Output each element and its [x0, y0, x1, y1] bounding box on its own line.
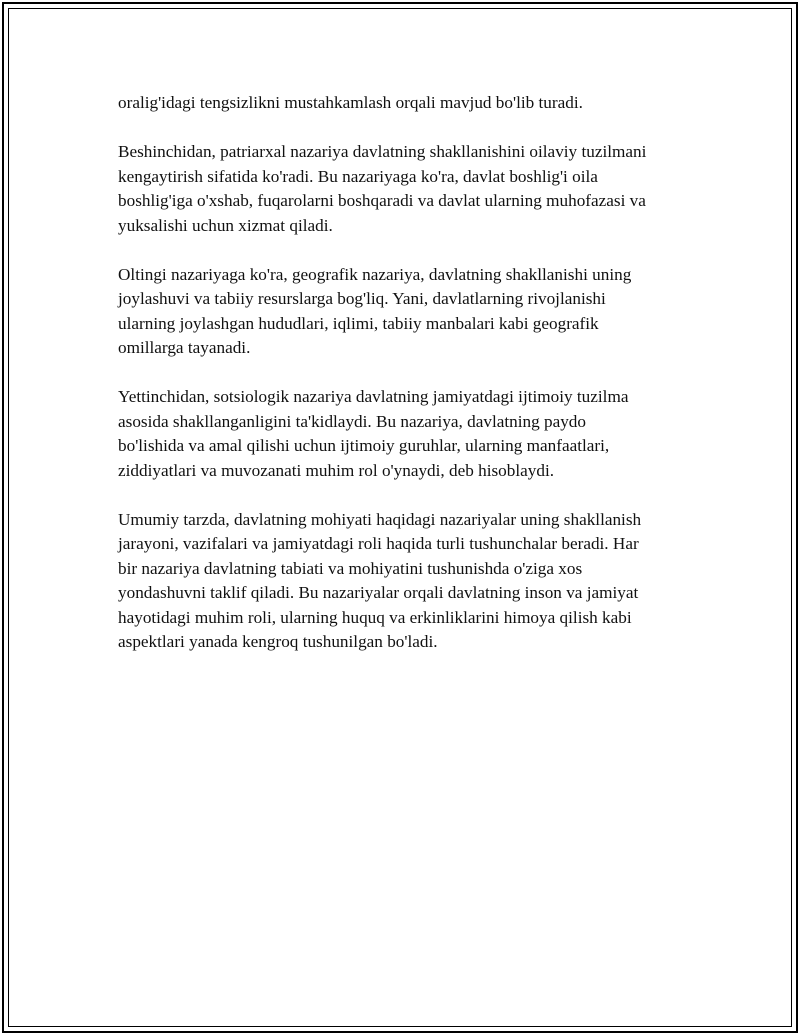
text-line: asosida shakllanganligini ta'kidlaydi. Bu nazariya, davlatning paydo — [118, 411, 586, 431]
text-line: Umumiy tarzda, davlatning mohiyati haqidagi nazariyalar uning shakllanish — [118, 509, 642, 529]
text-line: bo'lishida va amal qilishi uchun ijtimoiy guruhlar, ularning manfaatlari, — [118, 436, 610, 455]
text-line: Yettinchidan, sotsiologik nazariya davlatning jamiyatdagi ijtimoiy tuzilma — [118, 387, 629, 406]
text-line: yuksalishi uchun xizmat qiladi. — [118, 215, 333, 235]
text-line: ularning joylashgan hududlari, iqlimi, tabiiy manbalari kabi geografik — [118, 313, 599, 333]
paragraph-conclusion — [118, 508, 708, 655]
text-line: ziddiyatlari va muvozanati muhim rol o'ynaydi, deb hisoblaydi. — [118, 460, 555, 480]
document-body — [118, 91, 708, 679]
text-line: kengaytirish sifatida ko'radi. Bu nazariyaga ko'ra, davlat boshlig'i oila — [118, 166, 598, 186]
text-line: jarayoni, vazifalari va jamiyatdagi roli haqida turli tushunchalar beradi. Har — [118, 534, 639, 553]
paragraph-patriarchal-theory — [118, 140, 708, 238]
paragraph-continuation — [118, 91, 708, 116]
paragraph-sociological-theory — [118, 385, 708, 483]
text-line: omillarga tayanadi. — [118, 338, 251, 357]
text-line: hayotidagi muhim roli, ularning huquq va erkinliklarini himoya qilish kabi — [118, 607, 632, 627]
text-line: aspektlari yanada kengroq tushunilgan bo'ladi. — [118, 632, 438, 651]
text-line: Oltingi nazariyaga ko'ra, geografik nazariya, davlatning shakllanishi uning — [118, 264, 632, 284]
text-line: yondashuvni taklif qiladi. Bu nazariyalar orqali davlatning inson va jamiyat — [118, 583, 639, 602]
text-line: bir nazariya davlatning tabiati va mohiyatini tushunishda o'ziga xos — [118, 558, 583, 578]
text-line: oralig'idagi tengsizlikni mustahkamlash orqali mavjud bo'lib turadi. — [118, 93, 583, 112]
text-line: joylashuvi va tabiiy resurslarga bog'liq. Yani, davlatlarning rivojlanishi — [118, 289, 606, 308]
text-line: boshlig'iga o'xshab, fuqarolarni boshqaradi va davlat ularning muhofazasi va — [118, 191, 646, 210]
paragraph-geographic-theory — [118, 263, 708, 361]
text-line: Beshinchidan, patriarxal nazariya davlatning shakllanishini oilaviy tuzilmani — [118, 142, 647, 161]
